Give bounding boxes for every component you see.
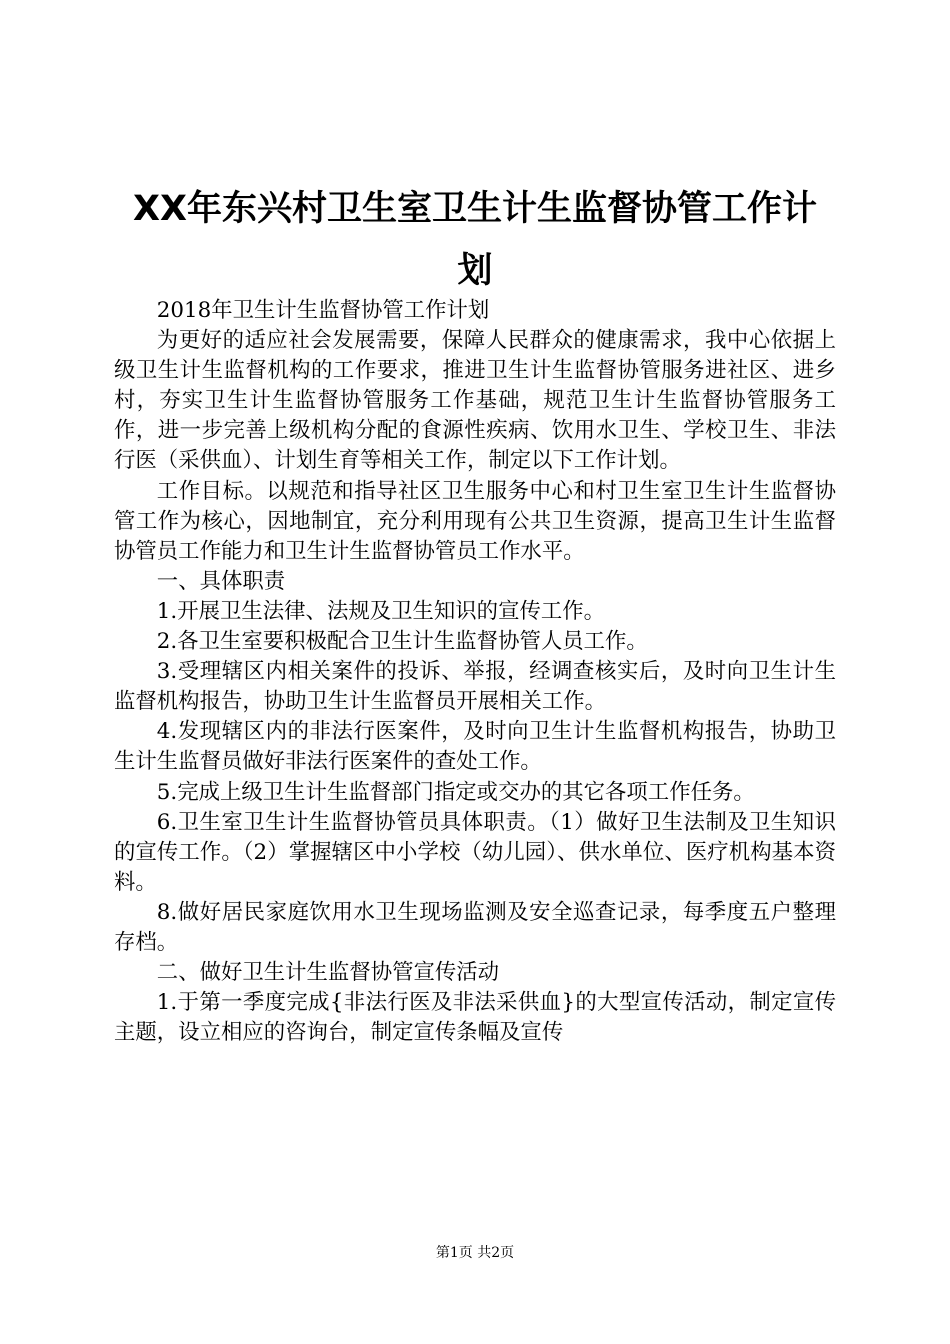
duty-item-8: 8.做好居民家庭饮用水卫生现场监测及安全巡查记录，每季度五户整理存档。	[114, 899, 836, 955]
duty-item-1: 1.开展卫生法律、法规及卫生知识的宣传工作。	[156, 598, 606, 624]
page-footer: 第1页 共2页	[435, 1245, 515, 1261]
document-body	[114, 296, 836, 1048]
document-title: XX年东兴村卫生室卫生计生监督协管工作计划	[133, 189, 817, 291]
section-heading-publicity: 二、做好卫生计生监督协管宣传活动	[156, 960, 500, 986]
duty-item-4: 4.发现辖区内的非法行医案件，及时向卫生计生监督机构报告，协助卫生计生监督员做好非法行医案件的查处工作。	[114, 719, 836, 775]
subtitle-paragraph: 2018年卫生计生监督协管工作计划	[156, 298, 490, 323]
duty-item-5: 5.完成上级卫生计生监督部门指定或交办的其它各项工作任务。	[156, 779, 755, 805]
goal-paragraph: 工作目标。以规范和指导社区卫生服务中心和村卫生室卫生计生监督协管工作为核心，因地制宜，充分利用现有公共卫生资源，提高卫生计生监督协管员工作能力和卫生计生监督协管员工作水平。	[114, 478, 836, 564]
duty-item-2: 2.各卫生室要积极配合卫生计生监督协管人员工作。	[156, 629, 648, 655]
section-heading-duties: 一、具体职责	[156, 568, 286, 594]
duty-item-3: 3.受理辖区内相关案件的投诉、举报，经调查核实后，及时向卫生计生监督机构报告，协助卫生计生监督员开展相关工作。	[114, 659, 836, 715]
duty-item-6: 6.卫生室卫生计生监督协管员具体职责。（1）做好卫生法制及卫生知识的宣传工作。（2）掌握辖区中小学校（幼儿园）、供水单位、医疗机构基本资料。	[114, 809, 836, 895]
intro-paragraph: 为更好的适应社会发展需要，保障人民群众的健康需求，我中心依据上级卫生计生监督机构的工作要求，推进卫生计生监督协管服务进社区、进乡村，夯实卫生计生监督协管服务工作基础，规范卫生计生监督协管服务工作，进一步完善上级机构分配的食源性疾病、饮用水卫生、学校卫生、非法行医（采供血）、计划生育等相关工作，制定以下工作计划。	[114, 328, 836, 474]
publicity-item-1: 1.于第一季度完成{非法行医及非法采供血}的大型宣传活动，制定宣传主题，设立相应的咨询台，制定宣传条幅及宣传	[114, 990, 836, 1046]
